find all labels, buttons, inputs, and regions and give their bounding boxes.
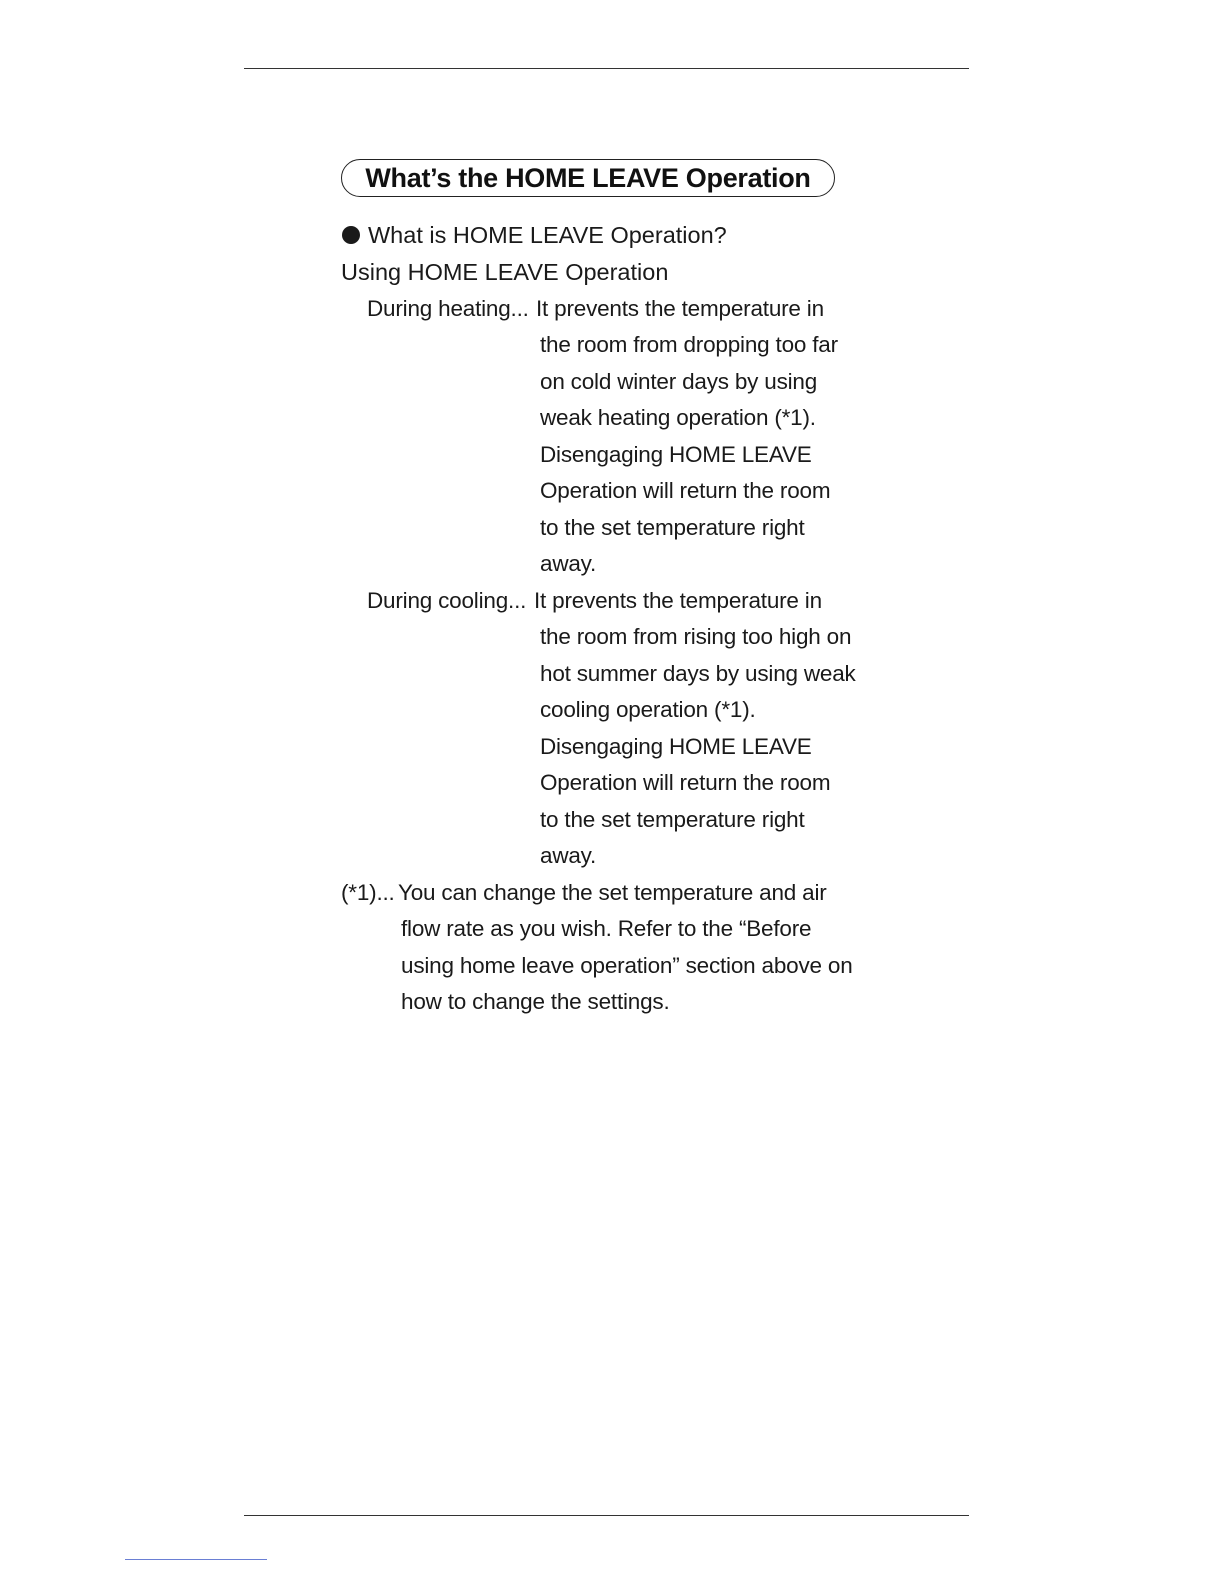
footnote-line: flow rate as you wish. Refer to the “Before (401, 916, 812, 941)
question-text: What is HOME LEAVE Operation? (368, 222, 727, 248)
bottom-rule (244, 1515, 969, 1516)
footnote-line: how to change the settings. (401, 989, 670, 1014)
footnote-line: You can change the set temperature and air (398, 880, 827, 905)
heating-line: the room from dropping too far (540, 332, 838, 357)
footnote-marker: (*1)... (341, 880, 395, 905)
footnote-line: using home leave operation” section above on (401, 953, 853, 978)
bullet-icon (342, 226, 360, 244)
heating-lead: During heating... (367, 296, 529, 321)
cooling-line: cooling operation (*1). (540, 697, 756, 722)
top-rule (244, 68, 969, 69)
cooling-lead: During cooling... (367, 588, 527, 613)
cooling-line: Disengaging HOME LEAVE (540, 734, 812, 759)
heating-line: It prevents the temperature in (536, 296, 824, 321)
cooling-line: the room from rising too high on (540, 624, 852, 649)
cooling-line: to the set temperature right (540, 807, 805, 832)
heating-line: on cold winter days by using (540, 369, 818, 394)
heating-line: weak heating operation (*1). (540, 405, 816, 430)
cooling-line: hot summer days by using weak (540, 661, 856, 686)
heating-line: to the set temperature right (540, 515, 805, 540)
section-title: What’s the HOME LEAVE Operation (341, 159, 835, 197)
heating-line: away. (540, 551, 597, 576)
heating-line: Operation will return the room (540, 478, 831, 503)
cooling-line: away. (540, 843, 597, 868)
cooling-line: Operation will return the room (540, 770, 831, 795)
question-heading (341, 220, 727, 250)
cooling-line: It prevents the temperature in (534, 588, 822, 613)
heating-line: Disengaging HOME LEAVE (540, 442, 812, 467)
subheading: Using HOME LEAVE Operation (341, 259, 669, 285)
link-underline (125, 1559, 267, 1560)
